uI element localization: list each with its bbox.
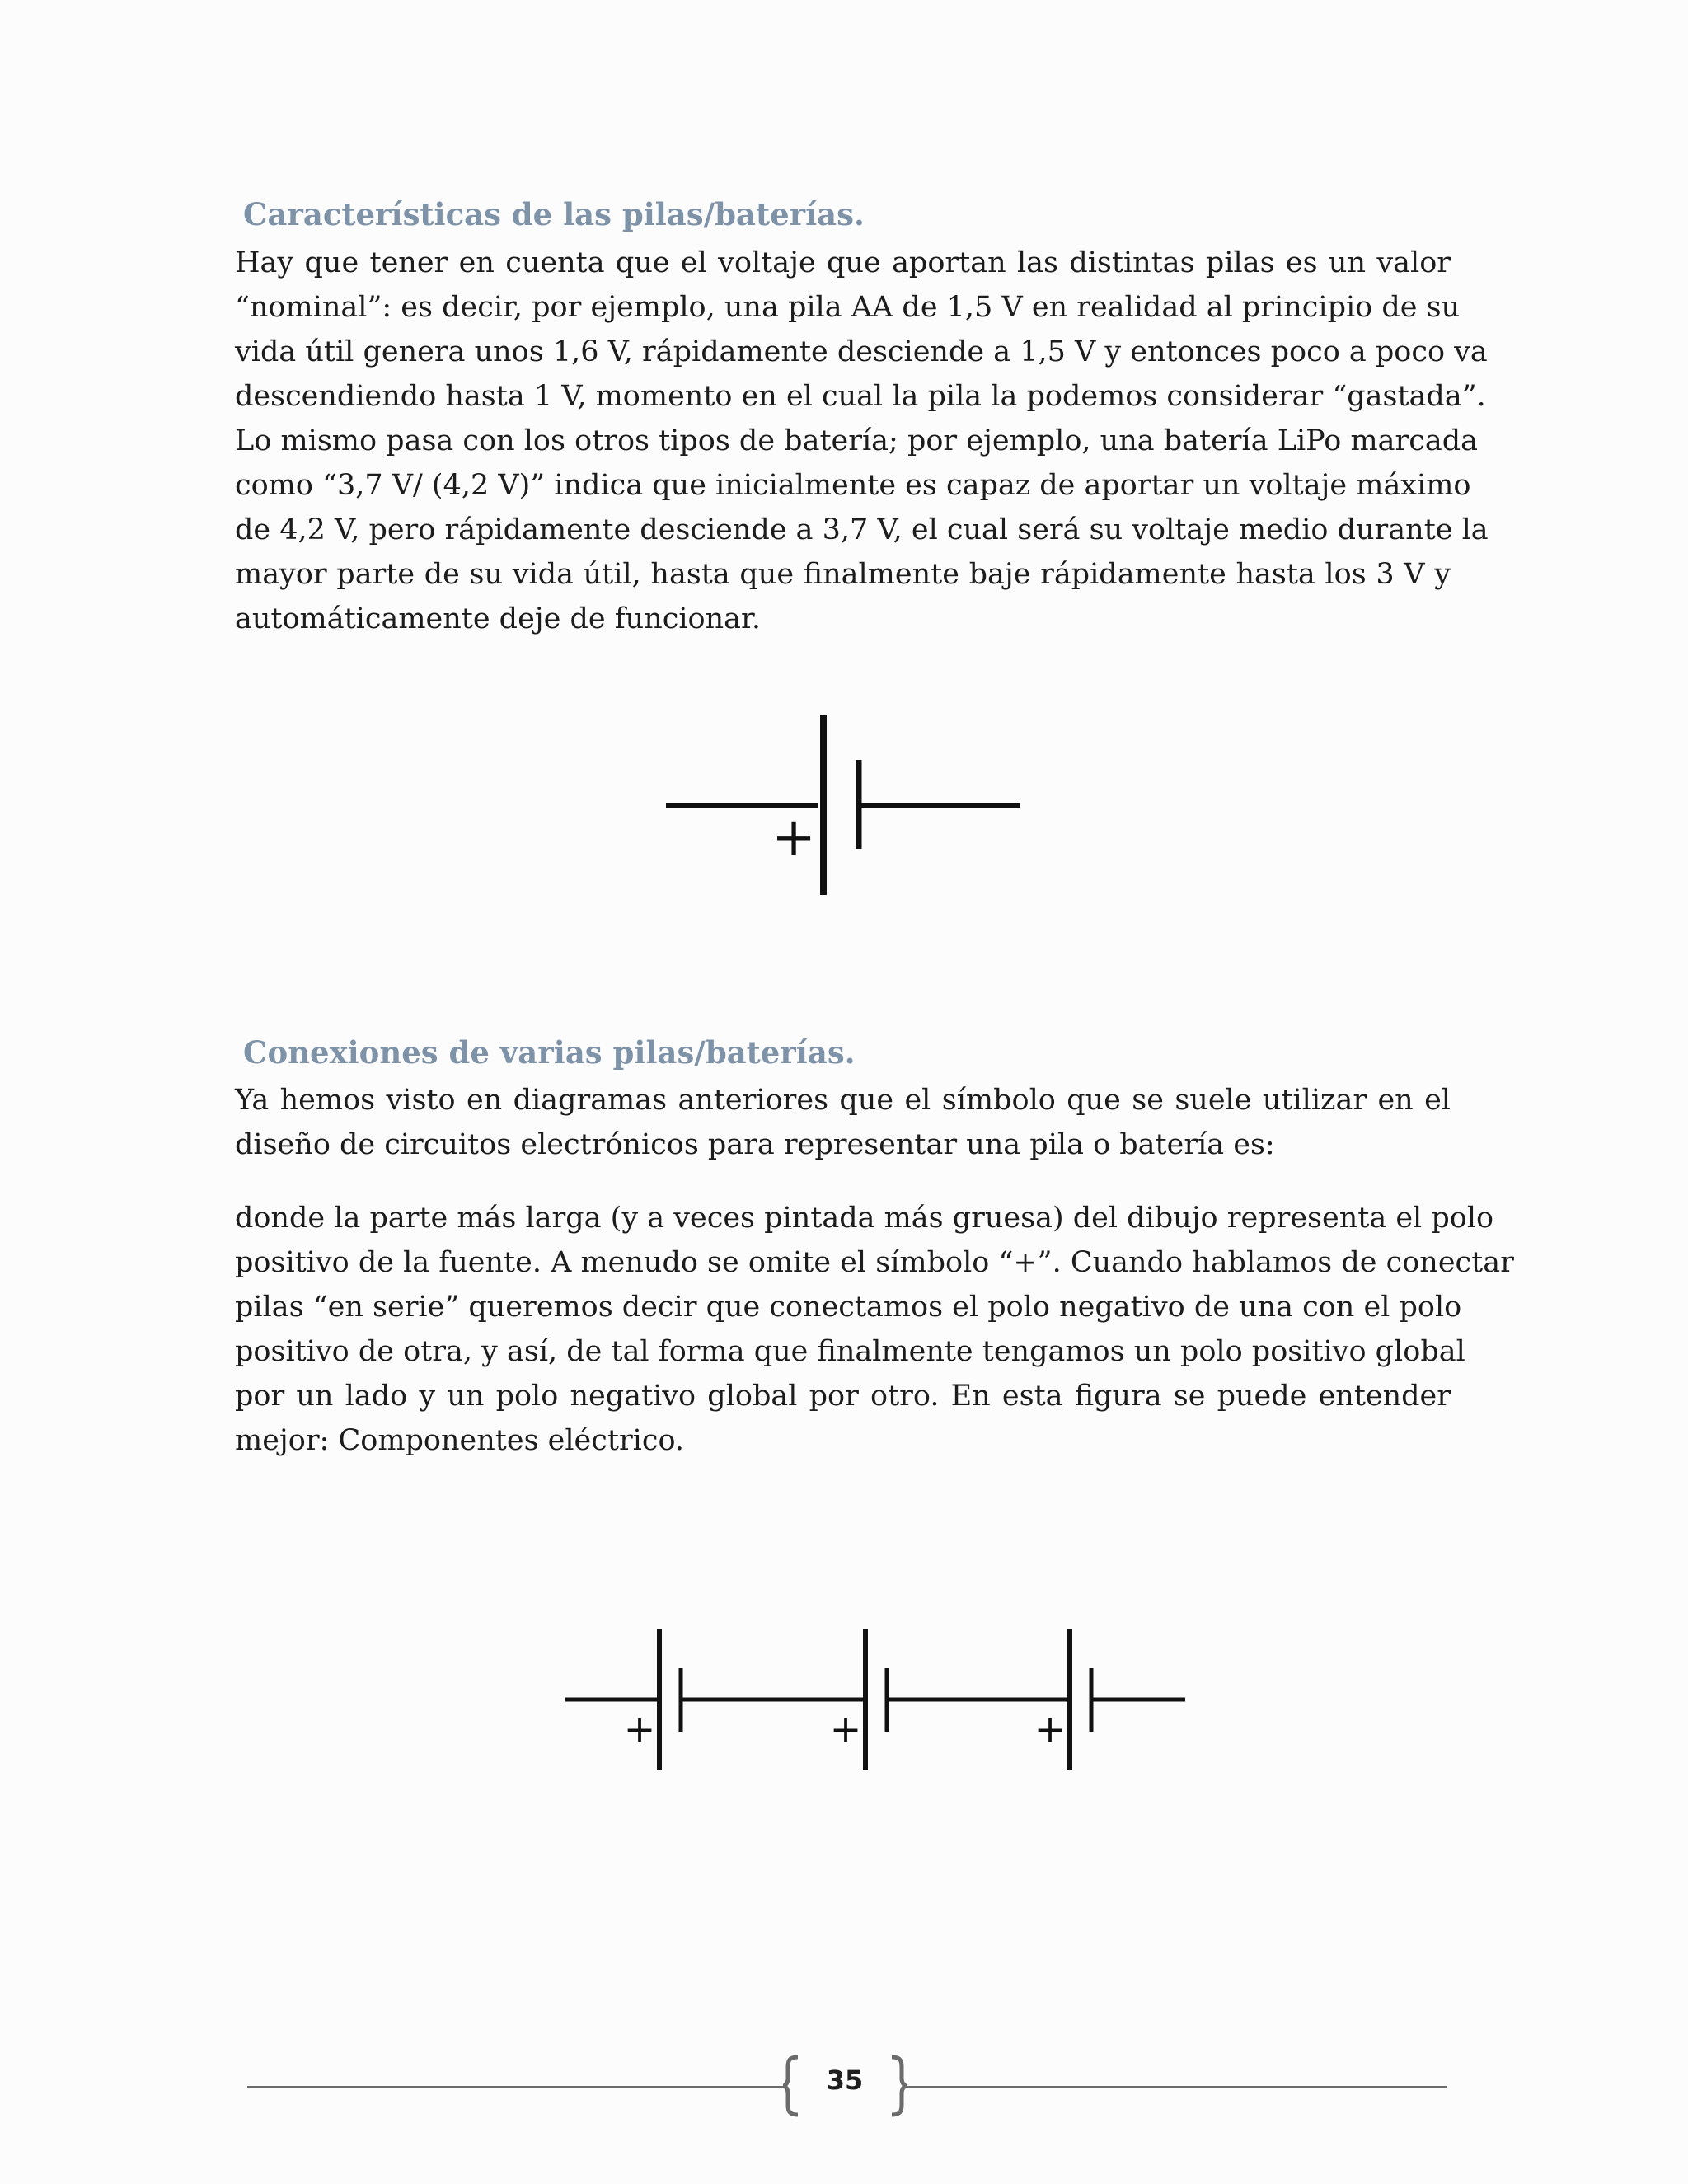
battery-plus-label: + (771, 807, 816, 868)
paragraph-line: Hay que tener en cuenta que el voltaje que aportan las distintas pilas es un valor (235, 246, 1451, 279)
section-heading-characteristics: Características de las pilas/baterías. (243, 196, 865, 232)
paragraph-line: Ya hemos visto en diagramas anteriores que el símbolo que se suele utilizar en el (235, 1084, 1451, 1117)
paragraph-line: Lo mismo pasa con los otros tipos de batería; por ejemplo, una batería LiPo marcada (235, 424, 1478, 457)
footer-rule-left (247, 2086, 785, 2088)
footer-rule-right (905, 2086, 1447, 2088)
series-cell-1-plus-label: + (623, 1707, 656, 1751)
paragraph-line: mejor: Componentes eléctrico. (235, 1424, 685, 1457)
paragraph-line: diseño de circuitos electrónicos para representar una pila o batería es: (235, 1128, 1275, 1161)
paragraph-line: automáticamente deje de funcionar. (235, 602, 762, 635)
paragraph-connections-body (235, 1196, 1514, 1463)
paragraph-connections-intro (235, 1078, 1451, 1167)
paragraph-line: por un lado y un polo negativo global por otro. En esta figura se puede entender (235, 1380, 1451, 1413)
page-number: 35 (826, 2064, 864, 2096)
paragraph-line: positivo de la fuente. A menudo se omite el símbolo “+”. Cuando hablamos de conectar (235, 1246, 1514, 1279)
paragraph-line: positivo de otra, y así, de tal forma que finalmente tengamos un polo positivo global (235, 1335, 1465, 1368)
paragraph-line: como “3,7 V/ (4,2 V)” indica que inicialmente es capaz de aportar un voltaje máximo (235, 469, 1471, 502)
paragraph-line: descendiendo hasta 1 V, momento en el cual la pila la podemos considerar “gastada”. (235, 380, 1486, 413)
paragraph-line: “nominal”: es decir, por ejemplo, una pila AA de 1,5 V en realidad al principio de su (235, 291, 1461, 324)
page-number-block (783, 2052, 907, 2118)
paragraph-line: vida útil genera unos 1,6 V, rápidamente desciende a 1,5 V y entonces poco a poco va (235, 335, 1488, 368)
battery-symbol-figure (659, 709, 1030, 907)
section-heading-connections: Conexiones de varias pilas/baterías. (243, 1034, 856, 1071)
series-cell-2-plus-label: + (829, 1707, 862, 1751)
paragraph-line: mayor parte de su vida útil, hasta que finalmente baje rápidamente hasta los 3 V y (235, 558, 1451, 591)
series-batteries-figure (560, 1624, 1203, 1776)
paragraph-characteristics (235, 241, 1489, 641)
paragraph-line: de 4,2 V, pero rápidamente desciende a 3,7 V, el cual será su voltaje medio durante la (235, 513, 1489, 546)
paragraph-line: donde la parte más larga (y a veces pintada más gruesa) del dibujo representa el polo (235, 1202, 1494, 1235)
series-cell-3-plus-label: + (1034, 1707, 1067, 1751)
paragraph-line: pilas “en serie” queremos decir que conectamos el polo negativo de una con el polo (235, 1291, 1462, 1324)
